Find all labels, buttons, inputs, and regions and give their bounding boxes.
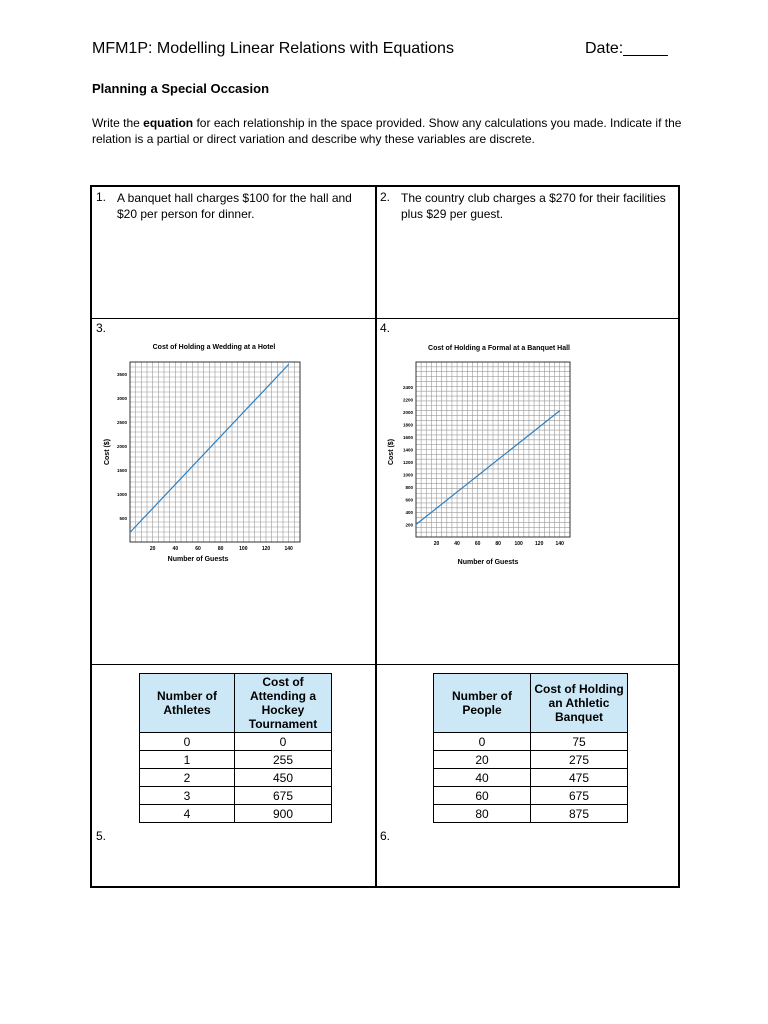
q5-number: 5. [96, 829, 107, 843]
q1-number: 1. [96, 190, 107, 204]
instructions-bold: equation [143, 116, 194, 130]
table5-cell: 255 [235, 751, 332, 769]
section-title: Planning a Special Occasion [92, 81, 270, 96]
table6-row [434, 769, 628, 787]
y-tick-label: 1200 [402, 460, 413, 465]
y-tick-label: 1000 [402, 472, 413, 478]
date-field: Date:_____ [585, 40, 668, 57]
table6-header-cost: Cost of Holding an Athletic Banquet [531, 674, 628, 733]
table6-cell: 60 [434, 787, 531, 805]
table-hockey-tournament [139, 673, 332, 823]
x-tick-label: 120 [261, 546, 271, 552]
y-tick-label: 2500 [116, 420, 127, 425]
y-tick-label: 1500 [116, 468, 127, 473]
q4-number: 4. [380, 321, 391, 335]
x-tick-label: 140 [284, 546, 293, 552]
table5-cell: 4 [140, 805, 235, 823]
q2-number: 2. [380, 190, 391, 204]
instructions-before: Write the [92, 116, 144, 130]
table5-row [140, 733, 332, 751]
table5-row [140, 751, 332, 769]
table5-cell: 2 [140, 769, 235, 787]
q1-text: A banquet hall charges $100 for the hall and $20 per person for dinner. [117, 191, 352, 221]
chart-grid [130, 362, 300, 542]
table6-header-people: Number of People [434, 674, 531, 733]
chart-title: Cost of Holding a Wedding at a Hotel [152, 344, 276, 351]
table5-cell: 675 [235, 787, 332, 805]
table5-row [140, 787, 332, 805]
y-tick-label: 200 [405, 522, 413, 528]
table5-row [140, 769, 332, 787]
x-tick-label: 20 [149, 546, 156, 552]
instructions [92, 115, 692, 147]
y-tick-label: 2000 [116, 444, 127, 449]
table6-row [434, 787, 628, 805]
chart-wedding-hotel [92, 319, 375, 563]
x-tick-label: 40 [172, 546, 179, 552]
x-tick-label: 80 [217, 546, 224, 552]
page-title: MFM1P: Modelling Linear Relations with Equations [92, 40, 454, 57]
table5-cell: 1 [140, 751, 235, 769]
table6-cell: 875 [531, 805, 628, 823]
y-tick-label: 1000 [116, 492, 127, 497]
table5-header-athletes: Number of Athletes [140, 674, 235, 733]
table6-cell: 0 [434, 733, 531, 751]
table5-cell: 450 [235, 769, 332, 787]
table6-cell: 275 [531, 751, 628, 769]
table5-cell: 3 [140, 787, 235, 805]
y-tick-label: 500 [119, 516, 127, 521]
table-athletic-banquet [433, 673, 628, 823]
table6-cell: 475 [531, 769, 628, 787]
table6-row [434, 751, 628, 769]
table5-cell: 0 [140, 733, 235, 751]
x-tick-label: 60 [474, 541, 481, 547]
x-tick-label: 60 [195, 546, 201, 552]
table5-cell: 900 [235, 805, 332, 823]
chart-title: Cost of Holding a Formal at a Banquet Hall [428, 345, 570, 352]
q6-number: 6. [380, 829, 391, 843]
x-tick-label: 20 [433, 541, 440, 547]
x-tick-label: 40 [454, 541, 460, 547]
instructions-after: for each relationship in the space provided. Show any calculations you made. Indicate if the relation is a partial or direct variation and describe why these variables are discrete. [92, 116, 682, 146]
table6-cell: 80 [434, 805, 531, 823]
y-tick-label: 1600 [402, 435, 413, 440]
y-axis-label: Cost ($) [104, 438, 111, 466]
table6-row [434, 805, 628, 823]
chart-formal-banquet [377, 319, 680, 566]
y-tick-label: 2000 [402, 410, 413, 415]
q2-text: The country club charges a $270 for their facilities plus $29 per guest. [401, 191, 666, 221]
table6-cell: 20 [434, 751, 531, 769]
table6-cell: 675 [531, 787, 628, 805]
y-tick-label: 1400 [402, 447, 413, 453]
x-axis-label: Number of Guests [457, 559, 519, 566]
x-tick-label: 100 [514, 541, 523, 547]
chart-grid [416, 362, 570, 537]
x-tick-label: 100 [239, 546, 248, 552]
y-tick-label: 600 [405, 497, 413, 503]
x-tick-label: 140 [555, 541, 564, 547]
table6-cell: 75 [531, 733, 628, 751]
table5-header-cost: Cost of Attending a Hockey Tournament [235, 674, 332, 733]
x-axis-label: Number of Guests [167, 556, 229, 563]
y-tick-label: 2400 [402, 385, 413, 390]
table6-row [434, 733, 628, 751]
x-tick-label: 80 [495, 541, 501, 547]
grid-divider-row-2 [92, 664, 678, 665]
y-tick-label: 2200 [402, 397, 413, 403]
table5-row [140, 805, 332, 823]
table5-cell: 0 [235, 733, 332, 751]
table6-cell: 40 [434, 769, 531, 787]
y-tick-label: 400 [405, 510, 413, 515]
y-tick-label: 800 [405, 485, 413, 490]
y-tick-label: 3000 [116, 396, 127, 401]
y-axis-label: Cost ($) [388, 438, 395, 466]
worksheet-grid [90, 185, 680, 888]
x-tick-label: 120 [535, 541, 544, 547]
y-tick-label: 3500 [116, 372, 127, 377]
q3-number: 3. [96, 321, 107, 335]
y-tick-label: 1800 [402, 422, 413, 428]
